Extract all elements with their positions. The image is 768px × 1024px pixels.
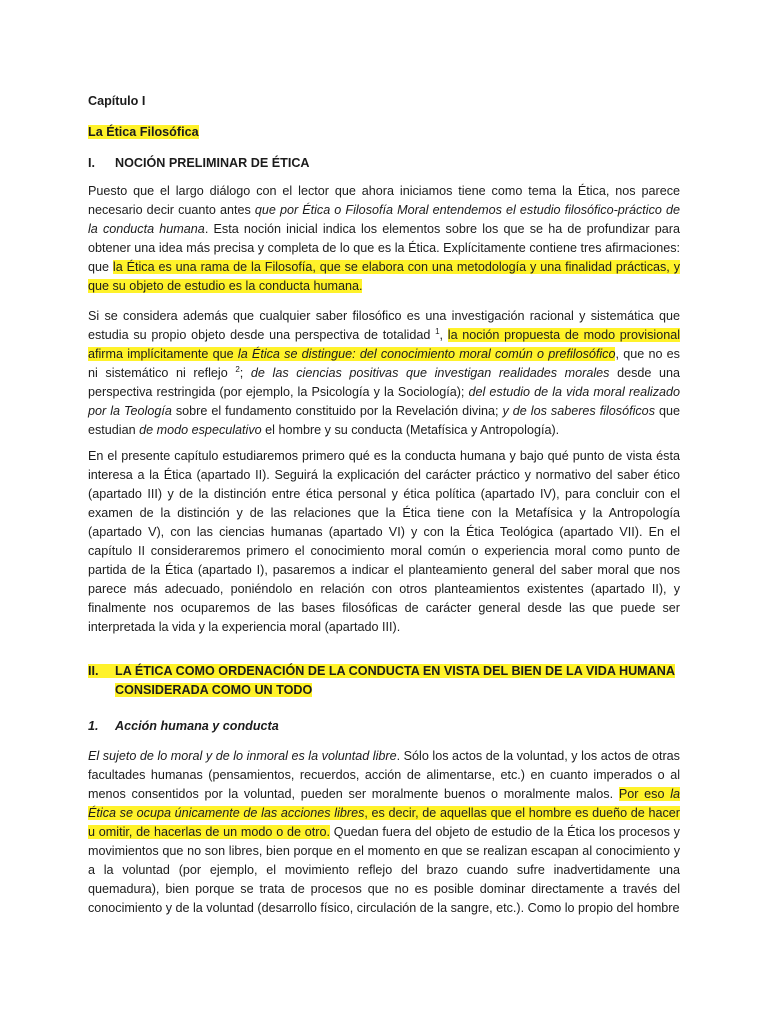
text-run-italic: de modo especulativo (139, 423, 262, 437)
text-run: . Esta noción inicial indica los elementos sobre los que se ha de profundizar para obtener una idea más precisa y completa de lo que es la Ética. Explícitamente contiene tres afirmaciones: que (88, 222, 680, 274)
subsection-title: Acción humana y conducta (115, 719, 279, 733)
text-run-italic: y de los saberes filosóficos (502, 404, 655, 418)
chapter-title-text: La Ética Filosófica (88, 125, 199, 139)
text-run: el hombre y su conducta (Metafísica y Antropología). (261, 423, 560, 437)
paragraph-1 (88, 182, 680, 296)
section-heading-2 (88, 662, 707, 700)
subsection-number: 1. (88, 719, 99, 733)
paragraph-4 (88, 747, 680, 918)
text-run: Si se considera además que cualquier saber filosófico es una investigación racional y sistemática que estudia su propio objeto desde una perspectiva de totalidad (88, 309, 680, 342)
section-number: II. (88, 664, 99, 678)
paragraph-3: En el presente capítulo estudiaremos primero qué es la conducta humana y bajo qué punto de vista ésta interesa a la Ética (apartado II). Seguirá la explicación del carácter práctico y normativo del saber ético (apartado III) y de la distinción entre ética personal y ética política (apartado IV), para concluir con el examen de la distinción y de las relaciones que la Ética tiene con la Metafísica y la Antropología (apartado V), con las ciencias humanas (apartado VI) y con la Ética Teológica (apartado VII). En el capítulo II consideraremos primero el conocimiento moral común o experiencia moral como punto de partida de la Ética (apartado I), pasaremos a indicar el planteamiento general del saber moral que nos parece más adecuado, poniéndolo en relación con otros planteamientos existentes (apartado II), y finalmente nos ocuparemos de las bases filosóficas de carácter general desde las que puede ser interpretada la vida y la experiencia moral (apartado III). (88, 449, 680, 634)
text-run: desde una perspectiva restringida (por ejemplo, la Psicología y la Sociología); (88, 366, 681, 399)
highlighted-text: la Ética es una rama de la Filosofía, que se elabora con una metodología y una finalidad prácticas, y que su objeto de estudio es la conducta humana. (88, 260, 680, 293)
chapter-title (88, 123, 680, 142)
section-title: NOCIÓN PRELIMINAR DE ÉTICA (115, 156, 310, 170)
subsection-heading (88, 717, 680, 736)
text-run-italic: El sujeto de lo moral y de lo inmoral es la voluntad libre (88, 749, 397, 763)
chapter-label: Capítulo I (88, 94, 146, 108)
text-run: , (439, 328, 448, 342)
text-run: Quedan fuera del objeto de estudio de la Ética los procesos y movimientos que no son libres, bien porque en el momento en que se realizan escapan al conocimiento y a la voluntad (por ejemplo, el movimiento reflejo del brazo cuando sufre inadvertidamente una quemadura), bien porque se trata de procesos que no es posible dominar directamente a través del conocimiento y de la voluntad (desarrollo físico, circulación de la sangre, etc.). Como lo propio del hombre (88, 825, 680, 915)
text-run-italic: la Ética se ocupa únicamente de las acciones libres (88, 787, 680, 820)
section-number: I. (88, 156, 95, 170)
text-run: Por eso (618, 787, 671, 801)
section-title-line: LA ÉTICA COMO ORDENACIÓN DE LA CONDUCTA EN VISTA DEL BIEN DE LA VIDA HUMANA (115, 664, 675, 678)
text-run: que estudian (88, 404, 681, 437)
text-run: , es decir, de aquellas que el hombre es dueño de hacer u omitir, de hacerlas de un modo o de otro. (88, 806, 680, 839)
footnote-marker: 1 (435, 327, 440, 336)
text-run: . Sólo los actos de la voluntad, y los actos de otras facultades humanas (pensamientos, recuerdos, acción de alimentarse, etc.) en cuanto imperados o al menos consentidos por la voluntad, pueden ser moralmente buenos o moralmente malos. (88, 749, 680, 801)
text-run-italic: la Ética se distingue: del conocimiento moral común o prefilosófico (237, 347, 616, 361)
text-run: sobre el fundamento constituido por la Revelación divina; (171, 404, 503, 418)
section-heading-1 (88, 154, 680, 173)
section-title-line: CONSIDERADA COMO UN TODO (115, 683, 313, 697)
text-run: Puesto que el largo diálogo con el lector que ahora iniciamos tiene como tema la Ética, nos parece necesario decir cuanto antes (88, 184, 680, 217)
text-run-italic: que por Ética o Filosofía Moral entendemos el estudio filosófico-práctico de la conducta humana (88, 203, 680, 236)
text-run-italic: de las ciencias positivas que investigan realidades morales (250, 366, 610, 380)
footnote-marker: 2 (235, 365, 240, 374)
text-run-italic: del estudio de la vida moral realizado por la Teología (88, 385, 681, 418)
text-run: la noción propuesta de modo provisional afirma implícitamente que (88, 328, 681, 361)
text-run: , que no es ni sistemático ni reflejo (88, 347, 680, 380)
text-run: ; (239, 366, 251, 380)
paragraph-2 (88, 307, 680, 440)
highlighted-heading (88, 664, 675, 678)
